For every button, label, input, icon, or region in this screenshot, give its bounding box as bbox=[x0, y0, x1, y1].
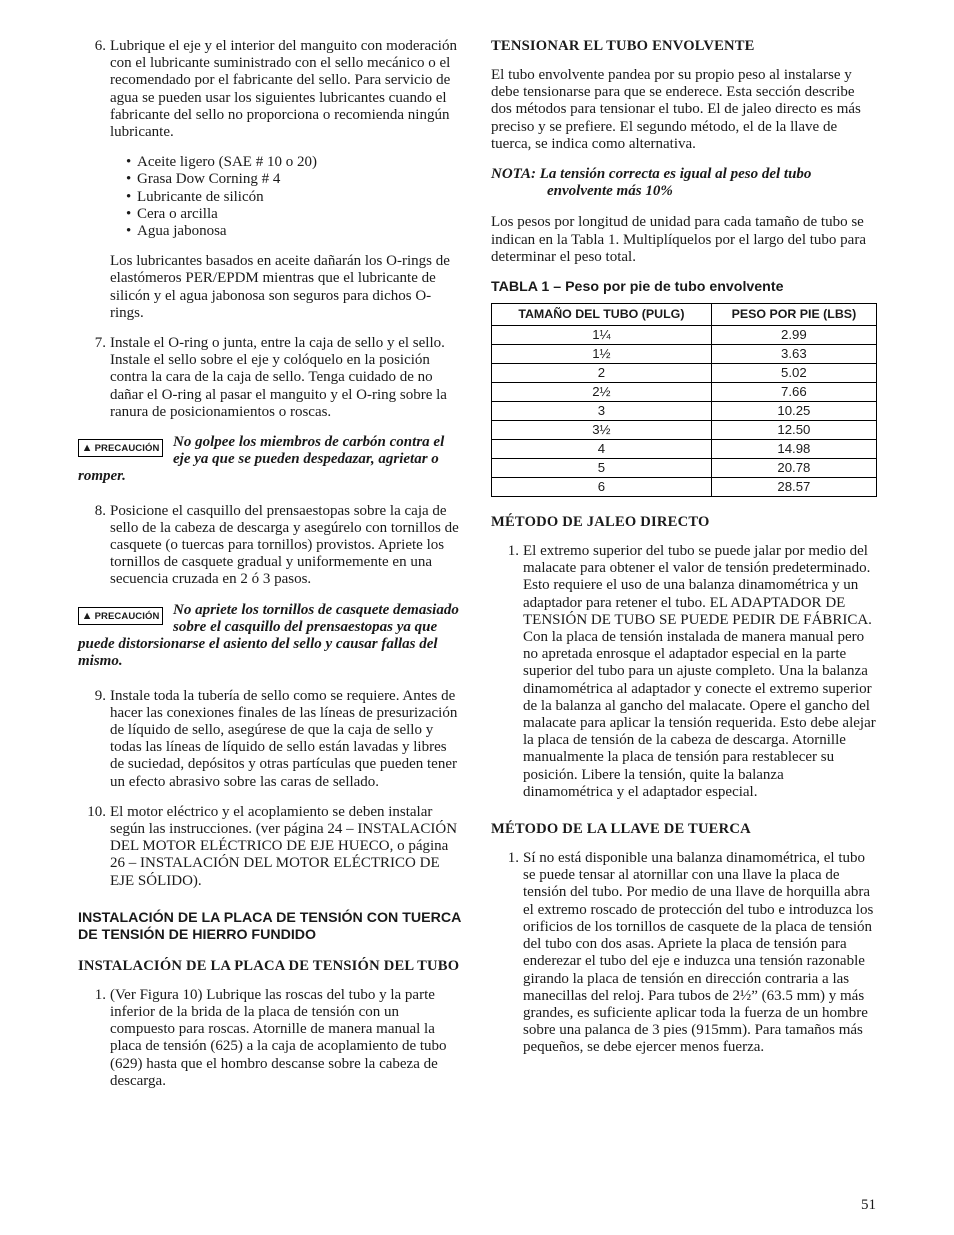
table-row bbox=[492, 402, 877, 421]
table-cell: 3.63 bbox=[711, 345, 876, 364]
table-cell: 5.02 bbox=[711, 364, 876, 383]
table-cell: 10.25 bbox=[711, 402, 876, 421]
step-1 bbox=[78, 987, 463, 1090]
step-number: 1. bbox=[507, 850, 519, 867]
column-header: TAMAÑO DEL TUBO (PULG) bbox=[492, 304, 712, 326]
table-cell: 2½ bbox=[492, 383, 712, 402]
section-heading-direct: MÉTODO DE JALEO DIRECTO bbox=[491, 514, 710, 531]
table-row bbox=[492, 440, 877, 459]
table-row bbox=[492, 364, 877, 383]
table-header-row bbox=[492, 304, 877, 326]
step-text: Instale toda la tubería de sello como se requiere. Antes de hacer las conexiones finales de las líneas de presurización de líquido de sello, asegúrese de que la caja de sello y todas las líneas de líquido de sello están lavadas y libres de suciedad, depósitos y otras partículas que pueden tener un efecto abrasivo sobre las caras de sellado. bbox=[110, 687, 458, 790]
table-cell: 2 bbox=[492, 364, 712, 383]
direct-step-1 bbox=[491, 543, 877, 801]
table-row bbox=[492, 383, 877, 402]
section-heading-install: INSTALACIÓN DE LA PLACA DE TENSIÓN CON TUERCA DE TENSIÓN DE HIERRO FUNDIDO bbox=[78, 909, 461, 943]
list-item: • Cera o arcilla bbox=[126, 206, 463, 223]
warning-triangle-icon: ▲ bbox=[81, 442, 93, 455]
caution-carbon bbox=[78, 434, 463, 486]
caution-gland bbox=[78, 602, 463, 671]
oring-note: Los lubricantes basados en aceite dañarán los O-rings de elastómeros PER/EPDM mientras que el lubricante de silicón y el agua jabonosa son seguros para dichos O-rings. bbox=[110, 253, 450, 321]
step-7 bbox=[78, 335, 463, 421]
table-cell: 20.78 bbox=[711, 459, 876, 478]
step-number: 7. bbox=[94, 335, 106, 352]
table-cell: 2.99 bbox=[711, 326, 876, 345]
table-cell: 3 bbox=[492, 402, 712, 421]
warning-triangle-icon: ▲ bbox=[81, 609, 93, 622]
weights-paragraph: Los pesos por longitud de unidad para cada tamaño de tubo se indican en la Tabla 1. Multiplíquelos por el largo del tubo para determinar el peso total. bbox=[491, 214, 866, 265]
column-header: PESO POR PIE (LBS) bbox=[711, 304, 876, 326]
note-line: NOTA: La tensión correcta es igual al peso del tubo bbox=[491, 166, 812, 183]
table-row bbox=[492, 421, 877, 440]
step-text: Sí no está disponible una balanza dinamométrica, el tubo se puede tensar al atornillar con una llave la placa de tensión del tubo. Por medio de una llave de horquilla abra el extremo roscado de protección del tubo e introduzca los orificios de los tornillos de casquete de la placa de tensión del tubo con dos asas. Apriete la placa de tensión para enderezar el tubo del eje e induzca una tensión razonable girando la placa de tensión en dirección contraria a las manecillas del reloj. Para tubos de 2½” (63.5 mm) y más grandes, es suficiente aplicar toda la fuerza de un hombre sobre una palanca de 3 pies (915mm). Para tamaños más pequeños, se debe ejercer menos fuerza. bbox=[523, 850, 874, 1056]
section-heading-tube: INSTALACIÓN DE LA PLACA DE TENSIÓN DEL TUBO bbox=[78, 957, 460, 974]
step-9 bbox=[78, 688, 463, 791]
step-text: Lubrique el eje y el interior del manguito con moderación con el lubricante suministrado con el sello mecánico o el recomendado por el fabricante del sello. Para servicio de agua se pueden usar los siguientes lubricantes cuando el fabricante del sello no proporciona o recomienda ningún lubricante. bbox=[110, 38, 457, 141]
step-number: 10. bbox=[87, 803, 106, 820]
table-cell: 14.98 bbox=[711, 440, 876, 459]
table-cell: 1½ bbox=[492, 345, 712, 364]
note-line: envolvente más 10% bbox=[547, 183, 673, 200]
left-column bbox=[78, 38, 463, 1103]
list-item: • Grasa Dow Corning # 4 bbox=[126, 171, 463, 188]
step-number: 9. bbox=[94, 687, 106, 704]
table-row bbox=[492, 459, 877, 478]
table-row bbox=[492, 345, 877, 364]
tension-note bbox=[491, 166, 877, 200]
table-cell: 6 bbox=[492, 478, 712, 497]
table-cell: 3½ bbox=[492, 421, 712, 440]
table-row bbox=[492, 478, 877, 497]
list-item: • Agua jabonosa bbox=[126, 223, 463, 240]
step-number: 1. bbox=[94, 986, 106, 1003]
list-item: • Aceite ligero (SAE # 10 o 20) bbox=[126, 154, 463, 171]
caution-badge bbox=[78, 439, 163, 457]
section-heading-tension: TENSIONAR EL TUBO ENVOLVENTE bbox=[491, 38, 755, 54]
step-text: El extremo superior del tubo se puede jalar por medio del malacate para obtener el valor de tensión predeterminado. Esto requiere el uso de una balanza dinamométrica y un adaptador para retener el tubo. EL ADAPTADOR DE TENSIÓN DE TUBO SE PUEDE PEDIR DE FÁBRICA. Con la placa de tensión instalada de manera manual pero no apretada enrosque el adaptador especial en la parte superior del tubo para un ajuste completo. Una la balanza dinamométrica al adaptador y conecte el extremo superior de la balanza al gancho del malacate. Opere el gancho del malacate para aplicar la tensión requerida. Esto debe alejar la placa de tensión de la cabeza de descarga. Atornille manualmente la placa de tensión para restablecer su posición. Libere la tensión, quite la balanza dinamométrica y el adaptador especial. bbox=[523, 543, 876, 800]
step-text: Posicione el casquillo del prensaestopas sobre la caja de sello de la cabeza de descarga y asegúrelo con tornillos de casquete (o tuercas para tornillos) provistos. Apriete los tornillos de casquete gradual y uniformemente en una secuencia cruzada en 2 ó 3 pasos. bbox=[110, 502, 459, 588]
table-caption: TABLA 1 – Peso por pie de tubo envolvente bbox=[491, 279, 784, 296]
caution-text: No golpee los miembros de carbón contra el eje ya que se pueden despedazar, agrietar o romper. bbox=[78, 434, 445, 485]
table-cell: 7.66 bbox=[711, 383, 876, 402]
intro-paragraph: El tubo envolvente pandea por su propio peso al instalarse y debe tensionarse para que se enderece. Esta sección describe dos métodos para tensionar el tubo. El de jaleo directo es más preciso y se prefiere. El segundo método, el de la llave de tuerca, se indica como alternativa. bbox=[491, 67, 861, 152]
table-cell: 28.57 bbox=[711, 478, 876, 497]
step-text: El motor eléctrico y el acoplamiento se deben instalar según las instrucciones. (ver página 24 – INSTALACIÓN DEL MOTOR ELÉCTRICO DE EJE HUECO, o página 26 – INSTALACIÓN DEL MOTOR ELÉCTRICO DE EJE SÓLIDO). bbox=[110, 803, 458, 889]
step-number: 6. bbox=[94, 38, 106, 54]
step-number: 8. bbox=[94, 502, 106, 519]
lubricant-list bbox=[78, 154, 463, 240]
caution-text: No apriete los tornillos de casquete demasiado sobre el casquillo del prensaestopas ya que puede distorsionarse el asiento del sello y causar fallas del mismo. bbox=[78, 601, 459, 670]
caution-badge-label: PRECAUCIÓN bbox=[94, 610, 160, 622]
caution-badge-label: PRECAUCIÓN bbox=[94, 443, 160, 455]
right-column bbox=[491, 38, 877, 1070]
table-cell: 5 bbox=[492, 459, 712, 478]
step-10 bbox=[78, 804, 463, 890]
step-6 bbox=[78, 38, 463, 141]
table-cell: 12.50 bbox=[711, 421, 876, 440]
step-8 bbox=[78, 503, 463, 589]
step-text: (Ver Figura 10) Lubrique las roscas del tubo y la parte inferior de la brida de la placa de tensión con un compuesto para roscas. Atornille de manera manual la placa de tensión (625) a la caja de acoplamiento de tubo (629) hasta que el hombro descanse sobre la cabeza de descarga. bbox=[110, 986, 447, 1089]
caution-badge bbox=[78, 607, 163, 625]
list-item: • Lubricante de silicón bbox=[126, 189, 463, 206]
wrench-step-1 bbox=[491, 850, 877, 1056]
step-number: 1. bbox=[507, 543, 519, 560]
weight-table bbox=[491, 303, 877, 497]
table-cell: 1¼ bbox=[492, 326, 712, 345]
table-cell: 4 bbox=[492, 440, 712, 459]
step-text: Instale el O-ring o junta, entre la caja de sello y el sello. Instale el sello sobre el eje y colóquelo en la posición contra la cara de la caja de sello. Tenga cuidado de no dañar el O-ring al pasar el manguito y el O-ring sobre la ranura de posicionamientos o roscas. bbox=[110, 335, 447, 420]
section-heading-wrench: MÉTODO DE LA LLAVE DE TUERCA bbox=[491, 821, 751, 838]
page-number: 51 bbox=[861, 1197, 876, 1213]
table-row bbox=[492, 326, 877, 345]
